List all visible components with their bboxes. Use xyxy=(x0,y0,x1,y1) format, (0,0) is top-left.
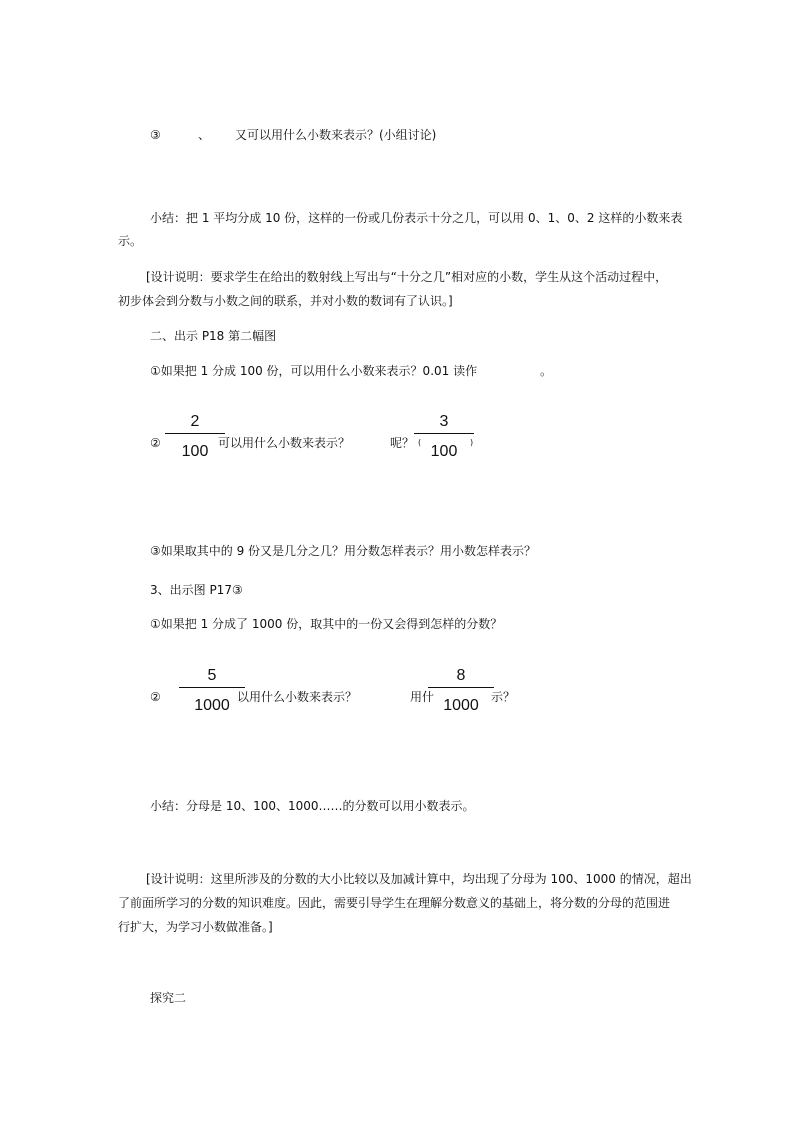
question-text: 又可以用什么小数来表示？(小组讨论) xyxy=(235,128,437,142)
question-marker: ② xyxy=(150,436,161,450)
design-note-line-1: [设计说明：这里所涉及的分数的大小比较以及加减计算中，均出现了分母为 100、1000 的情况，超出 xyxy=(146,872,692,886)
question-text-2: 用什 xyxy=(410,690,435,704)
question-text: 可以用什么小数来表示？ xyxy=(218,436,351,450)
separator: 、 xyxy=(198,128,211,142)
design-note-line-3: 行扩大，为学习小数做准备。] xyxy=(118,920,273,934)
fraction-numerator: 2 xyxy=(190,413,200,430)
blank-end: 。 xyxy=(540,364,553,378)
fraction-denominator: 1000 xyxy=(194,697,230,714)
summary-text: 小结：分母是 10、100、1000……的分数可以用小数表示。 xyxy=(150,799,475,813)
question-marker: ③ xyxy=(150,128,161,142)
explore-heading: 探究二 xyxy=(150,991,187,1005)
fraction-numerator: 8 xyxy=(456,667,466,684)
fraction-numerator: 5 xyxy=(207,667,217,684)
fraction-denominator: 1000 xyxy=(443,697,479,714)
design-note-line-1: [设计说明：要求学生在给出的数射线上写出与“十分之几”相对应的小数，学生从这个活动过程中， xyxy=(146,270,668,284)
question-text: 以用什么小数来表示？ xyxy=(237,690,358,704)
summary-line-2: 示。 xyxy=(118,234,143,248)
design-note-line-2: 了前面所学习的分数的知识难度。因此，需要引导学生在理解分数意义的基础上，将分数的分母的范围进 xyxy=(118,896,671,910)
fraction-bar xyxy=(179,687,245,688)
summary-line-1: 小结：把 1 平均分成 10 份，这样的一份或几份表示十分之几，可以用 0、1、0、2 这样的小数来表 xyxy=(150,211,683,225)
section-heading: 二、出示 P18 第二幅图 xyxy=(150,329,277,343)
fraction-bar xyxy=(165,433,225,434)
question-text: ①如果把 1 分成 100 份，可以用什么小数来表示？0.01 读作 xyxy=(150,364,478,378)
paren-open: ( xyxy=(418,438,422,447)
fraction-denominator: 100 xyxy=(430,443,458,460)
fraction-numerator: 3 xyxy=(439,413,449,430)
question-marker: ② xyxy=(150,690,161,704)
paren-close: ) xyxy=(470,438,474,447)
question-text-2: 呢？ xyxy=(390,436,415,450)
question-text: ③如果取其中的 9 份又是几分之几？用分数怎样表示？用小数怎样表示？ xyxy=(150,544,537,558)
question-text: ①如果把 1 分成了 1000 份，取其中的一份又会得到怎样的分数？ xyxy=(150,617,503,631)
section-heading: 3、出示图 P17③ xyxy=(150,583,243,597)
fraction-denominator: 100 xyxy=(181,443,209,460)
question-text-3: 示？ xyxy=(491,690,516,704)
design-note-line-2: 初步体会到分数与小数之间的联系，并对小数的数词有了认识。] xyxy=(118,294,453,308)
fraction-bar xyxy=(414,433,474,434)
fraction-bar xyxy=(428,687,494,688)
